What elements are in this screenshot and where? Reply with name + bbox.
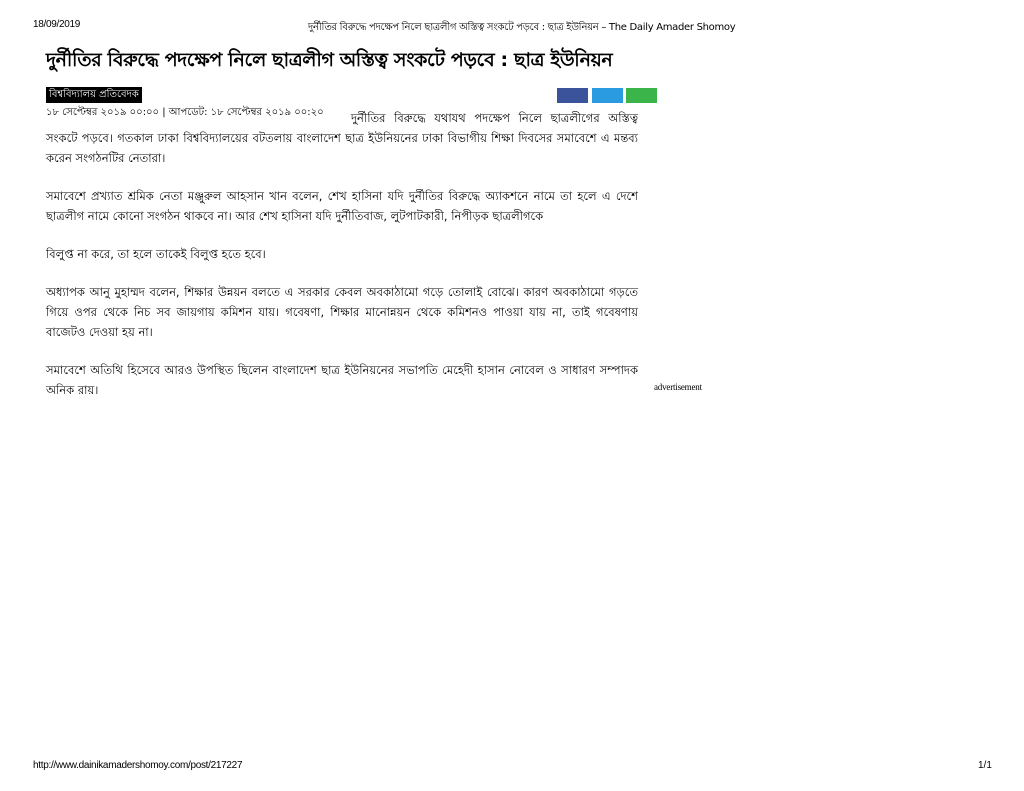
print-page-title: দুর্নীতির বিরুদ্ধে পদক্ষেপ নিলে ছাত্রলীগ অস্তিত্ব সংকটে পড়বে : ছাত্র ইউনিয়ন – The Daily Amader Shomoy [308, 22, 736, 33]
print-date: 18/09/2019 [33, 19, 81, 30]
share-button[interactable] [626, 88, 657, 103]
article-paragraph: সমাবেশে অতিথি হিসেবে আরও উপস্থিত ছিলেন বাংলাদেশ ছাত্র ইউনিয়নের সভাপতি মেহেদী হাসান নোবেল ও সাধারণ সম্পাদক অনিক রায়। [46, 363, 638, 397]
print-page-number: 1/1 [978, 760, 992, 771]
print-url: http://www.dainikamadershomoy.com/post/217227 [33, 760, 243, 771]
twitter-share-button[interactable] [592, 88, 623, 103]
article-timestamp: ১৮ সেপ্টেম্বর ২০১৯ ০০:০০ | আপডেট: ১৮ সেপ্টেম্বর ২০১৯ ০০:২০ [46, 107, 324, 118]
article-paragraph: সমাবেশে প্রখ্যাত শ্রমিক নেতা মঞ্জুরুল আহসান খান বলেন, শেখ হাসিনা যদি দুর্নীতির বিরুদ্ধে অ্যাকশনে নামে তা হলে এ দেশে ছাত্রলীগ নামে কোনো সংগঠন থাকবে না। আর শেখ হাসিনা যদি দুর্নীতিবাজ, লুটপাটকারী, নিপীড়ক ছাত্রলীগকে [46, 189, 638, 223]
article-headline: দুর্নীতির বিরুদ্ধে পদক্ষেপ নিলে ছাত্রলীগ অস্তিত্ব সংকটে পড়বে : ছাত্র ইউনিয়ন [46, 49, 613, 71]
article-body [46, 108, 638, 418]
article-paragraph: অধ্যাপক আনু মুহাম্মদ বলেন, শিক্ষার উন্নয়ন বলতে এ সরকার কেবল অবকাঠামো গড়ে তোলাই বোঝে। কারণ অবকাঠামো গড়তে গিয়ে ওপর থেকে নিচ সব জায়গায় কমিশন যায়। গবেষণা, শিক্ষার মানোন্নয়ন থেকে কমিশনও পাওয়া যায় না, তাই গবেষণায় বাজেটও দেওয়া হয় না। [46, 285, 638, 339]
advertisement-label: advertisement [654, 382, 702, 392]
article-byline: বিশ্ববিদ্যালয় প্রতিবেদক [46, 87, 142, 103]
facebook-share-button[interactable] [557, 88, 588, 103]
article-paragraph: দুর্নীতির বিরুদ্ধে যথাযথ পদক্ষেপ নিলে ছাত্রলীগের অস্তিত্ব সংকটে পড়বে। গতকাল ঢাকা বিশ্ববিদ্যালয়ের বটতলায় বাংলাদেশ ছাত্র ইউনিয়নের ঢাকা বিভাগীয় শিক্ষা দিবসের সমাবেশে এ মন্তব্য করেন সংগঠনটির নেতারা। [46, 111, 638, 165]
article-paragraph: বিলুপ্ত না করে, তা হলে তাকেই বিলুপ্ত হতে হবে। [46, 247, 266, 261]
